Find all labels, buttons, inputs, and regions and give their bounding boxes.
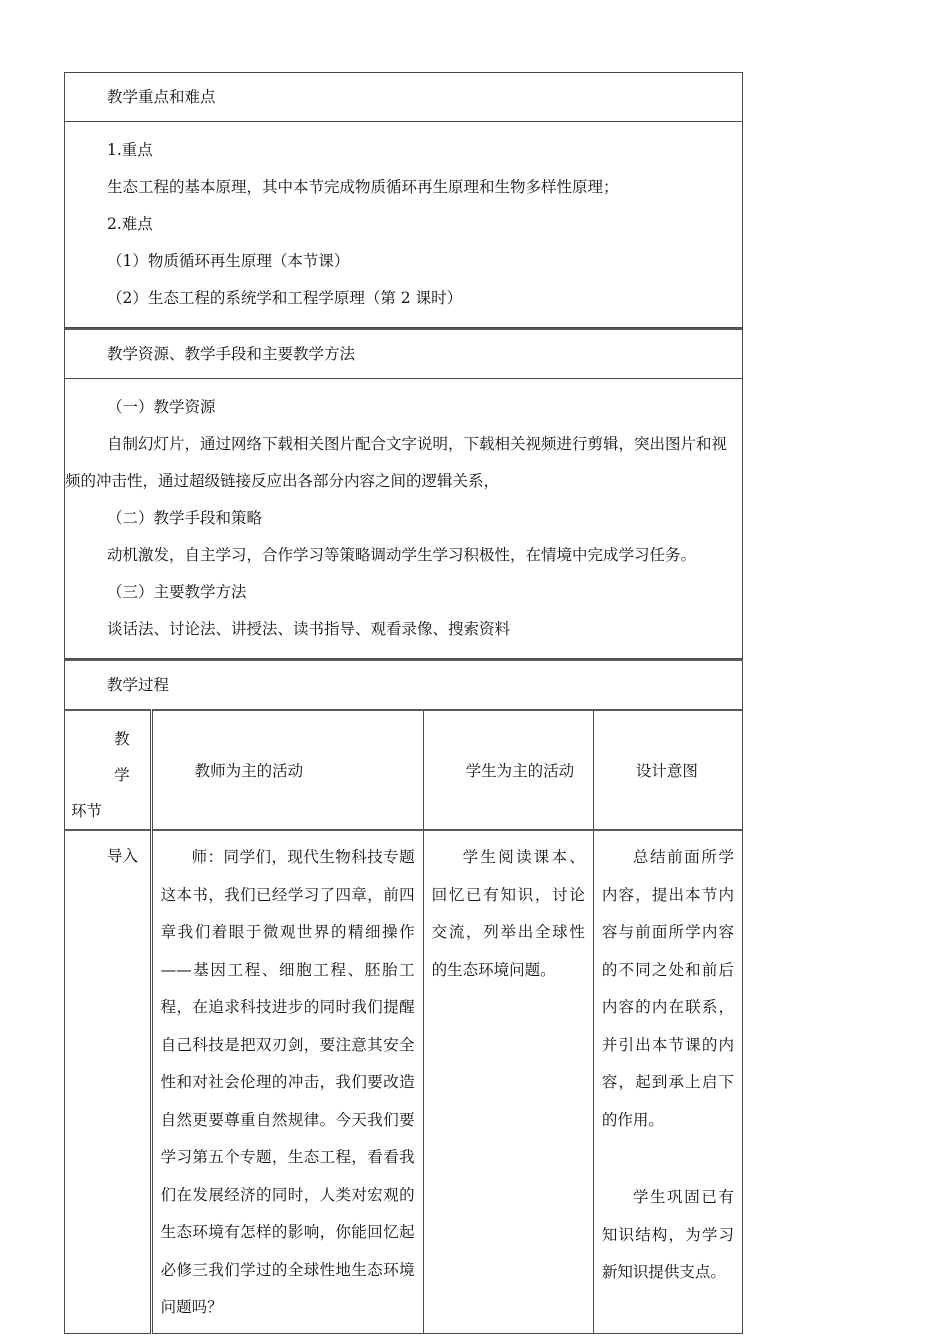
strategy-text: 动机激发，自主学习，合作学习等策略调动学生学习积极性，在情境中完成学习任务。: [107, 546, 697, 564]
document: [64, 72, 743, 1334]
resources-title: 教学资源、教学手段和主要教学方法: [65, 328, 742, 378]
row-phase: [65, 830, 152, 1333]
header-teacher: 教师为主的活动: [151, 710, 423, 830]
process-table: [64, 709, 743, 1334]
methods-subheading: （三）主要教学方法: [107, 583, 247, 601]
process-section: [64, 658, 743, 709]
key-point-line: 2.难点: [107, 215, 153, 233]
key-point-line: 生态工程的基本原理，其中本节完成物质循环再生原理和生物多样性原理；: [107, 178, 619, 196]
resources-section: [64, 327, 743, 658]
paragraph-gap: [594, 1145, 742, 1179]
resources-subheading: （一）教学资源: [107, 398, 216, 416]
row-teacher: [151, 830, 423, 1333]
key-points-section: [64, 72, 743, 327]
strategy-subheading: （二）教学手段和策略: [107, 509, 263, 527]
header-phase-line-1: 教 学: [114, 730, 134, 784]
resources-text-content: 自制幻灯片，通过网络下载相关图片配合文字说明，下载相关视频进行剪辑，突出图片和视频的冲击性，通过超级链接反应出各部分内容之间的逻辑关系，: [65, 435, 728, 490]
row-phase-label: 导入: [107, 847, 139, 865]
key-points-body: [65, 121, 742, 327]
header-design: 设计意图: [593, 710, 742, 830]
methods-text: 谈话法、讨论法、讲授法、读书指导、观看录像、搜索资料: [107, 620, 511, 638]
key-point-line: 1.重点: [107, 141, 153, 159]
header-phase: [65, 710, 152, 830]
key-point-line: （1）物质循环再生原理（本节课）: [107, 252, 350, 270]
resources-text: [65, 426, 742, 500]
process-row: [65, 830, 743, 1333]
row-teacher-text: 师：同学们，现代生物科技专题这本书，我们已经学习了四章，前四章我们着眼于微观世界的精细操作——基因工程、细胞工程、胚胎工程，在追求科技进步的同时我们提醒自己科技是把双刃剑，要注意其安全性和对社会伦理的冲击，我们要改造自然更要尊重自然规律。今天我们要学习第五个专题，生态工程，看看我们在发展经济的同时，人类对宏观的生态环境有怎样的影响，你能回忆起必修三我们学过的全球性地生态环境问题吗？: [160, 848, 415, 1316]
key-points-title: 教学重点和难点: [107, 88, 216, 106]
resources-body: [65, 378, 742, 658]
process-header-row: [65, 710, 743, 830]
row-student-text: 学生阅读课本、回忆已有知识，讨论交流，列举出全球性的生态环境问题。: [431, 848, 585, 979]
row-design-text-2: 学生巩固已有知识结构，为学习新知识提供支点。: [601, 1188, 734, 1281]
process-title: 教学过程: [65, 659, 742, 709]
row-design: [593, 830, 742, 1333]
row-student: [423, 830, 593, 1333]
key-point-line: （2）生态工程的系统学和工程学原理（第 2 课时）: [107, 289, 463, 307]
row-design-text-1: 总结前面所学内容，提出本节内容与前面所学内容的不同之处和前后内容的内在联系，并引出本节课的内容，起到承上启下的作用。: [601, 848, 734, 1129]
header-phase-line-2: 环节: [71, 802, 103, 820]
header-student: 学生为主的活动: [423, 710, 593, 830]
